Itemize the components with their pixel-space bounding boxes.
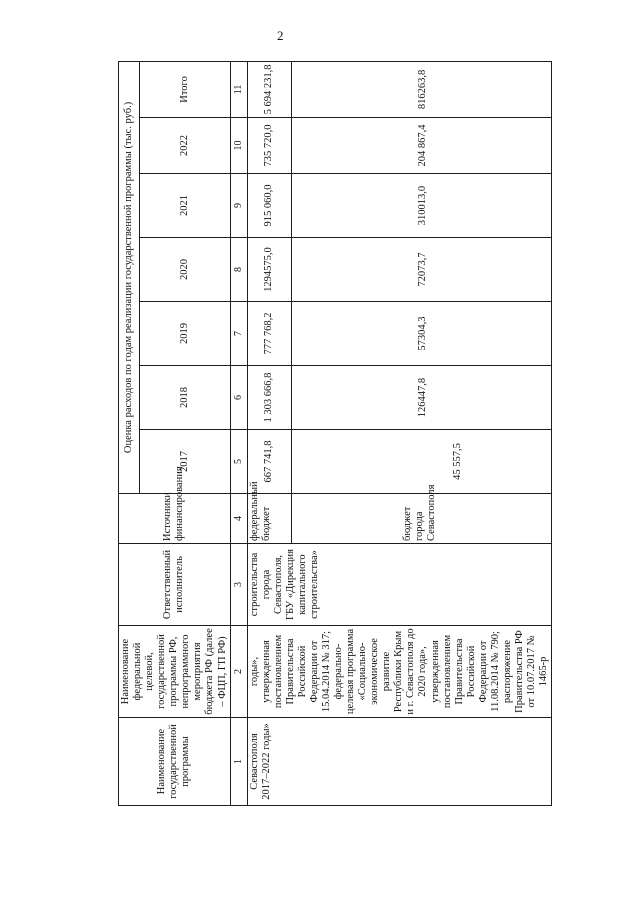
column-number: 4 — [230, 494, 247, 544]
regional-amount-cell: 45 557,5 — [292, 430, 552, 494]
year-header: 2017 — [140, 430, 231, 494]
regional-amount-cell: 57304,3 — [292, 302, 552, 366]
col-program-name-header: Наименование государственной программы — [119, 718, 231, 806]
year-header: 2019 — [140, 302, 231, 366]
fed-program-cell: годы», утвержденная постановлением Правительства Российской Федерации от 15.04.2014 № 317; федерально-целевая программа «Социально-экономическое развитие Республики Крым и г. Севастополя до 2020 года», утвержденная постановлением Правительства Российской Федерации от 11.08.2014 № 790; распоряжение Правительства РФ от 10.07.2017 № 1465-р — [247, 626, 552, 718]
column-number: 5 — [230, 430, 247, 494]
column-number: 6 — [230, 366, 247, 430]
regional-amount-cell: 310013,0 — [292, 174, 552, 238]
header-row — [119, 61, 140, 805]
executor-cell: строительства города Севастополя, ГБУ «Дирекция капитального строительства» — [247, 544, 552, 626]
year-header: 2020 — [140, 238, 231, 302]
col-fed-program-header: Наименование федеральной целевой, государственной программы РФ, непрограммного мероприятия бюджета РФ (далее – ФЦП, ГП РФ) — [119, 626, 231, 718]
year-header: 2022 — [140, 118, 231, 174]
federal-budget-row — [247, 61, 292, 805]
column-number: 10 — [230, 118, 247, 174]
regional-amount-cell: 72073,7 — [292, 238, 552, 302]
federal-amount-cell: 915 060,0 — [247, 174, 292, 238]
column-number-row — [230, 61, 247, 805]
col-executor-header: Ответственный исполнитель — [119, 544, 231, 626]
column-number: 1 — [230, 718, 247, 806]
total-header: Итого — [140, 61, 231, 117]
federal-total-cell: 5 694 231,8 — [247, 61, 292, 117]
regional-total-cell: 816263,8 — [292, 61, 552, 117]
budget-table — [118, 61, 552, 806]
federal-amount-cell: 735 720,0 — [247, 118, 292, 174]
federal-amount-cell: 777 768,2 — [247, 302, 292, 366]
regional-amount-cell: 126447,8 — [292, 366, 552, 430]
federal-amount-cell: 667 741,8 — [247, 430, 292, 494]
column-number: 3 — [230, 544, 247, 626]
budget-table-rotated — [118, 62, 550, 806]
regional-amount-cell: 204 867,4 — [292, 118, 552, 174]
year-header: 2021 — [140, 174, 231, 238]
column-number: 8 — [230, 238, 247, 302]
col-sources-header: Источники финансирования — [119, 494, 231, 544]
federal-amount-cell: 1 303 666,8 — [247, 366, 292, 430]
year-header: 2018 — [140, 366, 231, 430]
column-number: 9 — [230, 174, 247, 238]
regional-source-cell: бюджет города Севастополя — [292, 494, 552, 544]
federal-source-cell: федеральный бюджет — [247, 494, 292, 544]
column-number: 11 — [230, 61, 247, 117]
expenses-group-header: Оценка расходов по годам реализации государственной программы (тыс. руб.) — [119, 61, 140, 493]
column-number: 2 — [230, 626, 247, 718]
federal-amount-cell: 1294575,0 — [247, 238, 292, 302]
page-number: 2 — [277, 28, 284, 43]
program-name-cell: Севастополя 2017–2022 годы» — [247, 718, 552, 806]
column-number: 7 — [230, 302, 247, 366]
